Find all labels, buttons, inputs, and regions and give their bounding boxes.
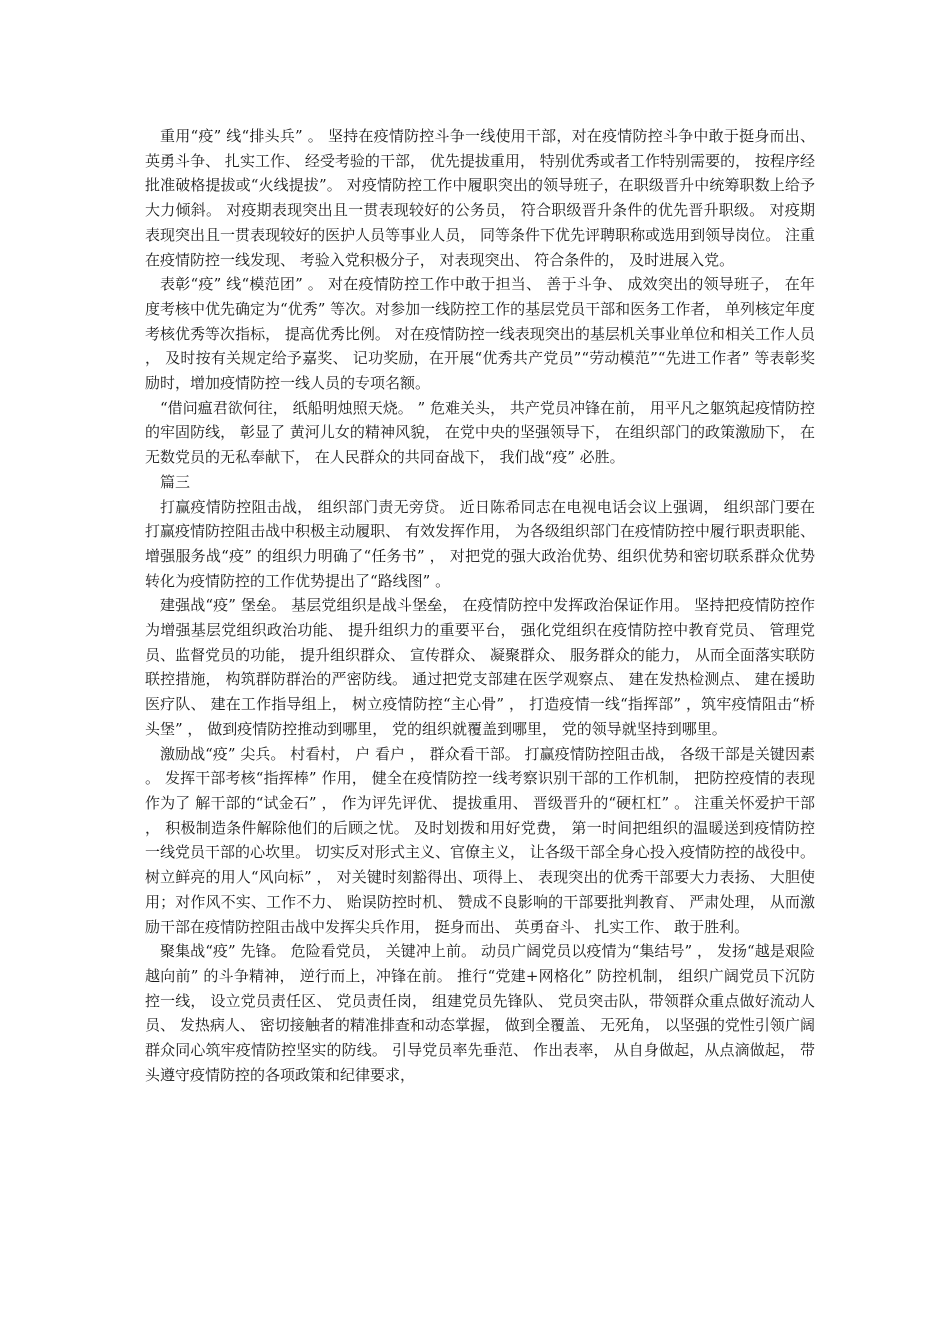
paragraph-build-fortress: 建强战“疫” 堡垒。 基层党组织是战斗堡垒， 在疫情防控中发挥政治保证作用。 坚持把疫情防控作为增强基层党组织政治功能、 提升组织力的重要平台， 强化党组织在疫情防控中教育党员、 管理党员、监督党员的功能， 提升组织群众、 宣传群众、 凝聚群众、 服务群众的能力， 从而全面落实联防联控措施， 构筑群防群治的严密防线。 通过把党支部建在医学观察点、 建在发热检测点、 建在援助医疗队、 建在工作指导组上， 树立疫情防控“主心骨” ， 打造疫情一线“指挥部” ，筑牢疫情阻击“桥头堡” ， 做到疫情防控推动到哪里， 党的组织就覆盖到哪里， 党的领导就坚持到哪里。 <box>145 596 815 738</box>
paragraph-poem-conclusion: “借问瘟君欲何往， 纸船明烛照天烧。 ” 危难关头， 共产党员冲锋在前， 用平凡之躯筑起疫情防控的牢固防线， 彰显了 黄河儿女的精神风貌， 在党中央的坚强领导下， 在组织部门的政策激励下， 在无数党员的无私奉献下， 在人民群众的共同奋战下， 我们战“疫” 必胜。 <box>145 398 815 467</box>
document-body <box>145 124 815 1087</box>
paragraph-promote-frontline: 重用“疫” 线“排头兵” 。 坚持在疫情防控斗争一线使用干部，对在疫情防控斗争中敢于挺身而出、 英勇斗争、 扎实工作、 经受考验的干部， 优先提拔重用， 特别优秀或者工作特别需要的， 按程序经批准破格提拔或“火线提拔”。 对疫情防控工作中履职突出的领导班子，在职级晋升中统筹职数上给予大力倾斜。 对疫期表现突出且一贯表现较好的公务员， 符合职级晋升条件的优先晋升职级。 对疫期表现突出且一贯表现较好的医护人员等事业人员， 同等条件下优先评聘职称或选用到领导岗位。 注重在疫情防控一线发现、 考验入党积极分子， 对表现突出、 符合条件的， 及时进展入党。 <box>145 127 815 269</box>
section-heading: 篇三 <box>160 472 191 491</box>
paragraph-gather-vanguard: 聚集战“疫” 先锋。 危险看党员， 关键冲上前。 动员广阔党员以疫情为“集结号” ， 发扬“越是艰险越向前” 的斗争精神， 逆行而上，冲锋在前。 推行“党建+网格化” 防控机制， 组织广阔党员下沉防控一线， 设立党员责任区、 党员责任岗， 组建党员先锋队、 党员突击队，带领群众重点做好流动人员、 发热病人、 密切接触者的精准排查和动态掌握， 做到全覆盖、 无死角， 以坚强的党性引领广阔群众同心筑牢疫情防控坚实的防线。 引导党员率先垂范、 作出表率， 从自身做起，从点滴做起， 带头遵守疫情防控的各项政策和纪律要求， <box>145 942 815 1084</box>
paragraph-section-intro: 打赢疫情防控阻击战， 组织部门责无旁贷。 近日陈希同志在电视电话会议上强调， 组织部门要在打赢疫情防控阻击战中积极主动履职、 有效发挥作用， 为各级组织部门在疫情防控中履行职责职能、 增强服务战“疫” 的组织力明确了“任务书” ， 对把党的强大政治优势、组织优势和密切联系群众优势转化为疫情防控的工作优势提出了“路线图” 。 <box>145 497 815 590</box>
paragraph-commend-frontline: 表彰“疫” 线“模范团” 。 对在疫情防控工作中敢于担当、 善于斗争、 成效突出的领导班子， 在年度考核中优先确定为“优秀” 等次。对参加一线防控工作的基层党员干部和医务工作者， 单列核定年度考核优秀等次指标， 提高优秀比例。 对在疫情防控一线表现突出的基层机关事业单位和相关工作人员， 及时按有关规定给予嘉奖、 记功奖励，在开展“优秀共产党员”“劳动模范”“先进工作者” 等表彰奖励时，增加疫情防控一线人员的专项名额。 <box>145 275 815 393</box>
paragraph-motivate-cadres: 激励战“疫” 尖兵。 村看村， 户 看户 ， 群众看干部。 打赢疫情防控阻击战， 各级干部是关键因素。 发挥干部考核“指挥棒” 作用， 健全在疫情防控一线考察识别干部的工作机制， 把防控疫情的表现作为了 解干部的“试金石” ， 作为评先评优、 提拔重用、 晋级晋升的“硬杠杠” 。 注重关怀爱护干部， 积极制造条件解除他们的后顾之忧。 及时划拨和用好党费， 第一时间把组织的温暖送到疫情防控一线党员干部的心坎里。 切实反对形式主义、官僚主义， 让各级干部全身心投入疫情防控的战役中。 树立鲜亮的用人“风向标” ， 对关键时刻豁得出、项得上、 表现突出的优秀干部要大力表扬、 大胆使用；对作风不实、工作不力、 贻误防控时机、 赞成不良影响的干部要批判教育、 严肃处理， 从而激励干部在疫情防控阻击战中发挥尖兵作用， 挺身而出、 英勇奋斗、 扎实工作、 敢于胜利。 <box>145 744 815 936</box>
